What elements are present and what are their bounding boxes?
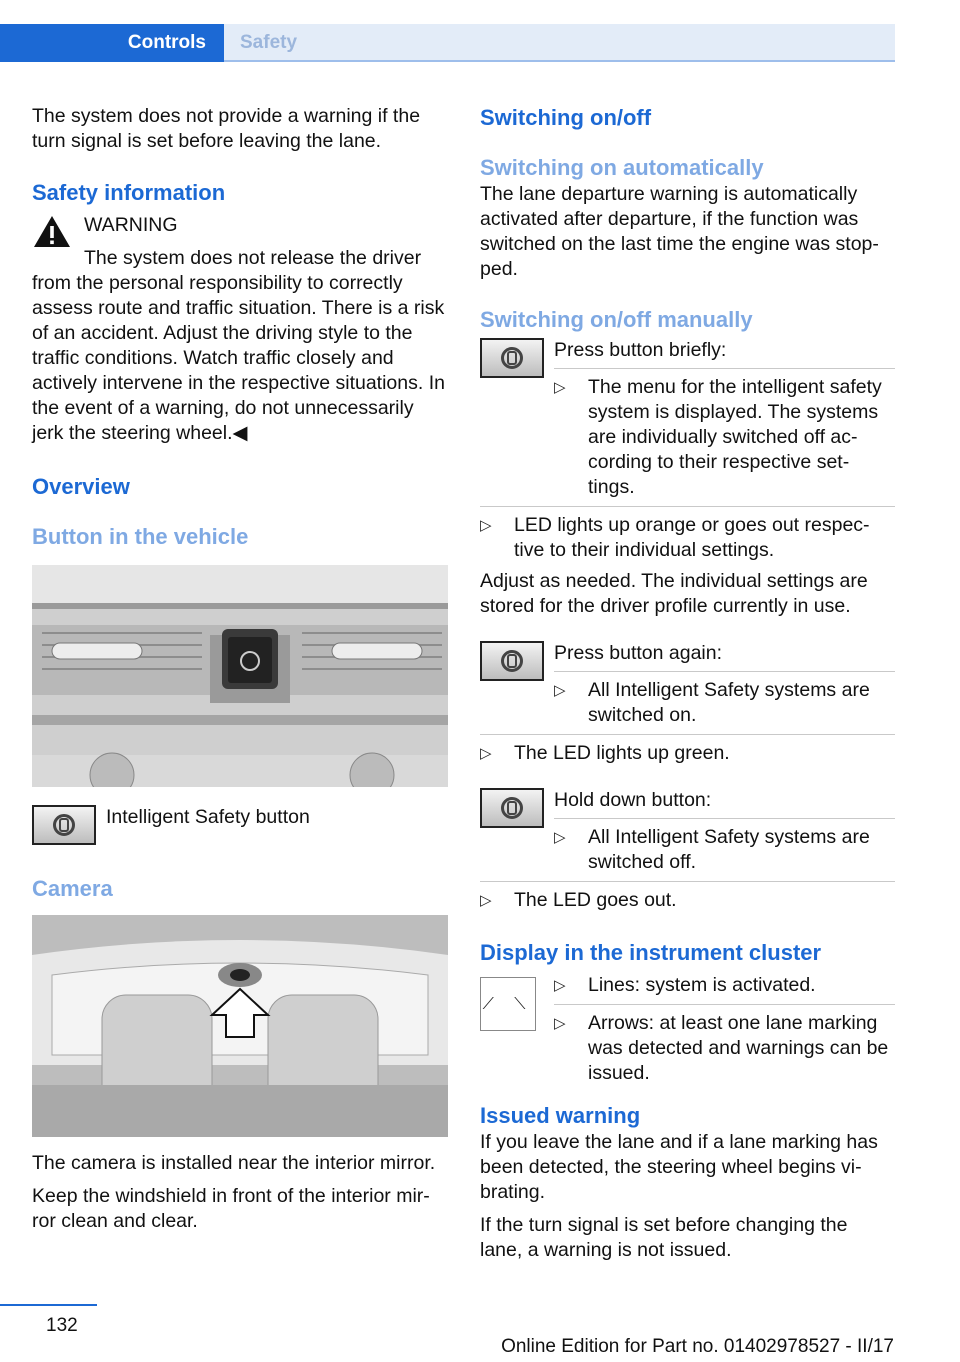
press-again-bullets (554, 671, 895, 728)
press-briefly-bullets (554, 368, 895, 500)
left-column (32, 104, 448, 1234)
press-briefly-label: Press button briefly: (554, 339, 727, 361)
tab-controls[interactable]: Controls (0, 24, 224, 62)
hold-down-bullets (554, 818, 895, 875)
switching-on-off-heading: Switching on/off (480, 105, 652, 130)
list-item: ▷ The LED lights up green. (480, 741, 895, 766)
list-item: ▷ All Intelligent Safety systems are switched on. (554, 678, 895, 728)
list-item: ▷ Arrows: at least one lane marking was detected and warnings can be issued. (554, 1011, 895, 1086)
camera-photo (32, 915, 448, 1137)
intelligent-safety-button-row (32, 805, 448, 849)
warning-triangle-icon (32, 213, 72, 249)
list-item: ▷ Lines: system is activated. (554, 973, 895, 998)
intro-paragraph: The system does not provide a warning if the turn signal is set before leaving the lane. (32, 105, 421, 152)
list-item: ▷ LED lights up orange or goes out respec‐tive to their individual settings. (480, 513, 895, 563)
camera-text-1: The camera is installed near the interior mirror. (32, 1152, 436, 1174)
tab-safety[interactable]: Safety (224, 24, 895, 62)
intelligent-safety-button-icon (480, 641, 544, 681)
warning-text: The system does not release the driver from the personal responsibility to correctly assess route and traffic situation. There is a risk of an accident. Adjust the driving style to the traffic conditions. Watch traffic closely and actively intervene in the respective situations. In the event of a warning, do not unnecessarily jerk the steering wheel.◀ (32, 247, 445, 444)
warning-label: WARNING (84, 214, 178, 236)
issued-warning-heading: Issued warning (480, 1103, 641, 1128)
intelligent-safety-button-icon (480, 788, 544, 828)
list-item: ▷ The LED goes out. (480, 888, 895, 913)
hold-down-label: Hold down button: (554, 789, 712, 811)
intelligent-safety-button-icon (480, 338, 544, 378)
camera-text-2: Keep the windshield in front of the interior mir‐ror clean and clear. (32, 1185, 430, 1232)
list-item: ▷ All Intelligent Safety systems are switched off. (554, 825, 895, 875)
page-number: 132 (46, 1315, 78, 1336)
footer-divider (0, 1304, 97, 1306)
camera-heading: Camera (32, 876, 113, 901)
right-column (480, 104, 895, 1263)
edition-note: Online Edition for Part no. 01402978527 - II/17 (501, 1336, 894, 1357)
intelligent-safety-caption: Intelligent Safety button (106, 806, 310, 828)
issued-text-1: If you leave the lane and if a lane marking has been detected, the steering wheel begins vi‐brating. (480, 1131, 878, 1203)
overview-heading: Overview (32, 474, 130, 499)
switching-manually-heading: Switching on/off manually (480, 307, 753, 332)
warning-block (32, 213, 448, 446)
display-block (480, 973, 895, 1086)
intelligent-safety-button-icon (32, 805, 96, 845)
auto-text: The lane departure warning is automatically activated after departure, if the function was switched on the last time the engine was stop‐ped. (480, 183, 879, 280)
display-instrument-cluster-heading: Display in the instrument cluster (480, 940, 822, 965)
switching-on-automatically-heading: Switching on automatically (480, 155, 764, 180)
issued-text-2: If the turn signal is set before changing the lane, a warning is not issued. (480, 1214, 848, 1261)
adjust-text: Adjust as needed. The individual settings are stored for the driver profile currently in use. (480, 570, 868, 617)
list-item: ▷ The menu for the intelligent safety system is displayed. The systems are individually switched off ac‐cording to their respective set‐tings. (554, 375, 895, 500)
dashboard-button-photo (32, 565, 448, 787)
header-divider (0, 60, 895, 62)
press-again-label: Press button again: (554, 642, 723, 664)
button-in-vehicle-heading: Button in the vehicle (32, 524, 249, 549)
lane-markings-icon: ⟋ ⟍ (480, 977, 536, 1031)
safety-information-heading: Safety information (32, 180, 226, 205)
